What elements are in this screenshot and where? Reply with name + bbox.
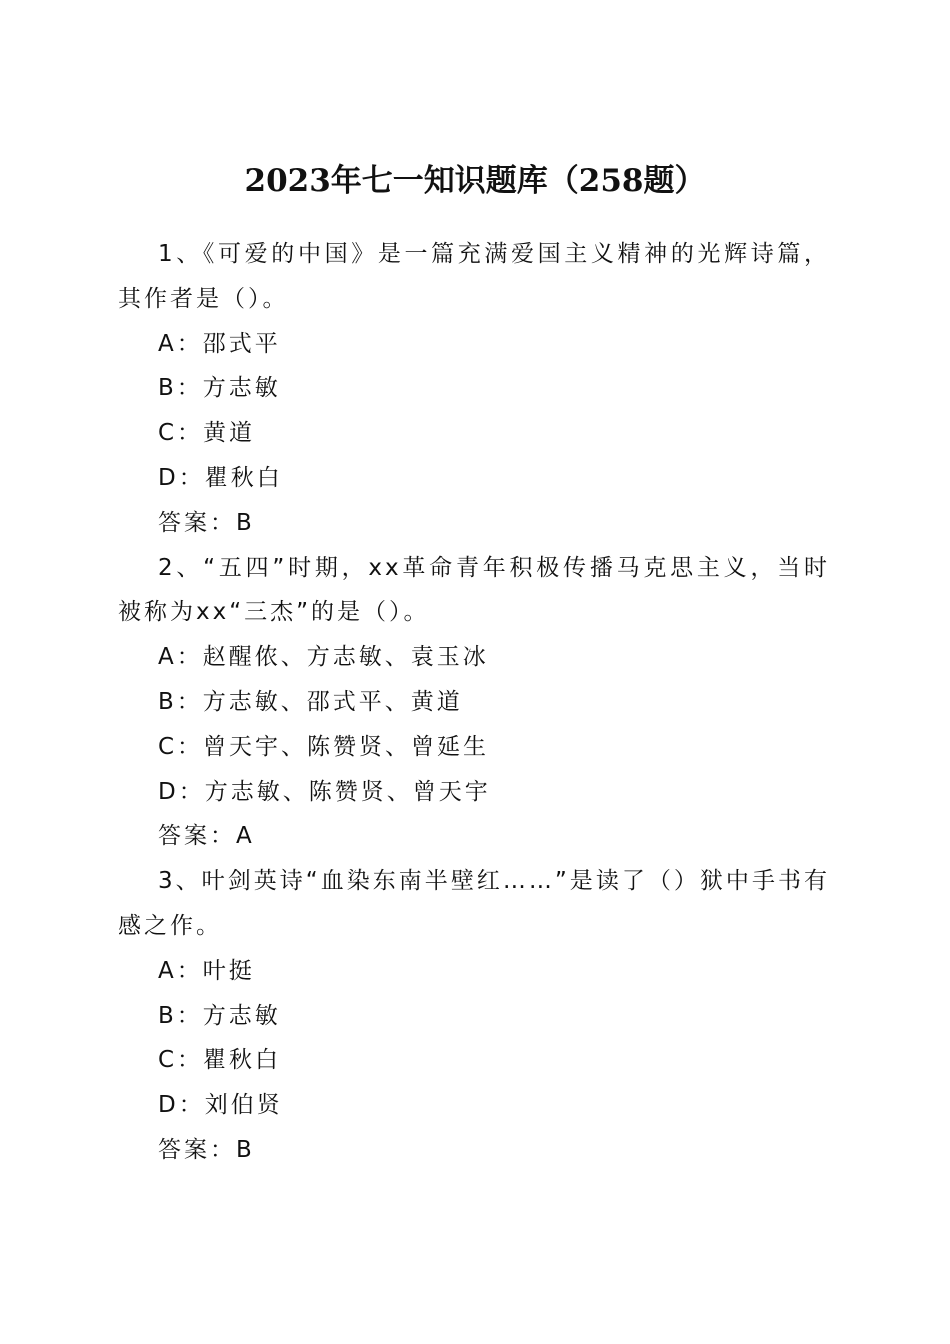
option-b: B：方志敏 — [158, 375, 281, 402]
question-block-1 — [118, 232, 830, 546]
answer-line: 答案：B — [158, 1136, 255, 1163]
option-a: A：赵醒侬、方志敏、袁玉冰 — [158, 644, 489, 671]
question-list — [118, 232, 830, 1173]
question-block-2 — [118, 546, 830, 860]
option-c: C：曾天宇、陈赞贤、曾延生 — [158, 733, 490, 760]
option-d: D：瞿秋白 — [158, 464, 283, 491]
question-block-3 — [118, 859, 830, 1173]
question-stem: 2、“五四”时期，xx革命青年积极传播马克思主义，当时被称为xx“三杰”的是（）。 — [118, 554, 830, 626]
option-a: A：叶挺 — [158, 957, 255, 984]
option-c: C：瞿秋白 — [158, 1047, 282, 1074]
option-b: B：方志敏、邵式平、黄道 — [158, 688, 463, 715]
option-d: D：方志敏、陈赞贤、曾天宇 — [158, 778, 491, 805]
option-c: C：黄道 — [158, 420, 256, 447]
option-b: B：方志敏 — [158, 1002, 281, 1029]
question-stem: 1、《可爱的中国》是一篇充满爱国主义精神的光辉诗篇，其作者是（）。 — [118, 241, 830, 312]
option-d: D：刘伯贤 — [158, 1092, 283, 1119]
question-stem: 3、叶剑英诗“血染东南半壁红……”是读了（）狱中手书有感之作。 — [118, 868, 830, 939]
page-title: 2023年七一知识题库（258题） — [244, 162, 706, 199]
answer-line: 答案：A — [158, 823, 255, 850]
option-a: A：邵式平 — [158, 330, 281, 357]
answer-line: 答案：B — [158, 509, 255, 536]
